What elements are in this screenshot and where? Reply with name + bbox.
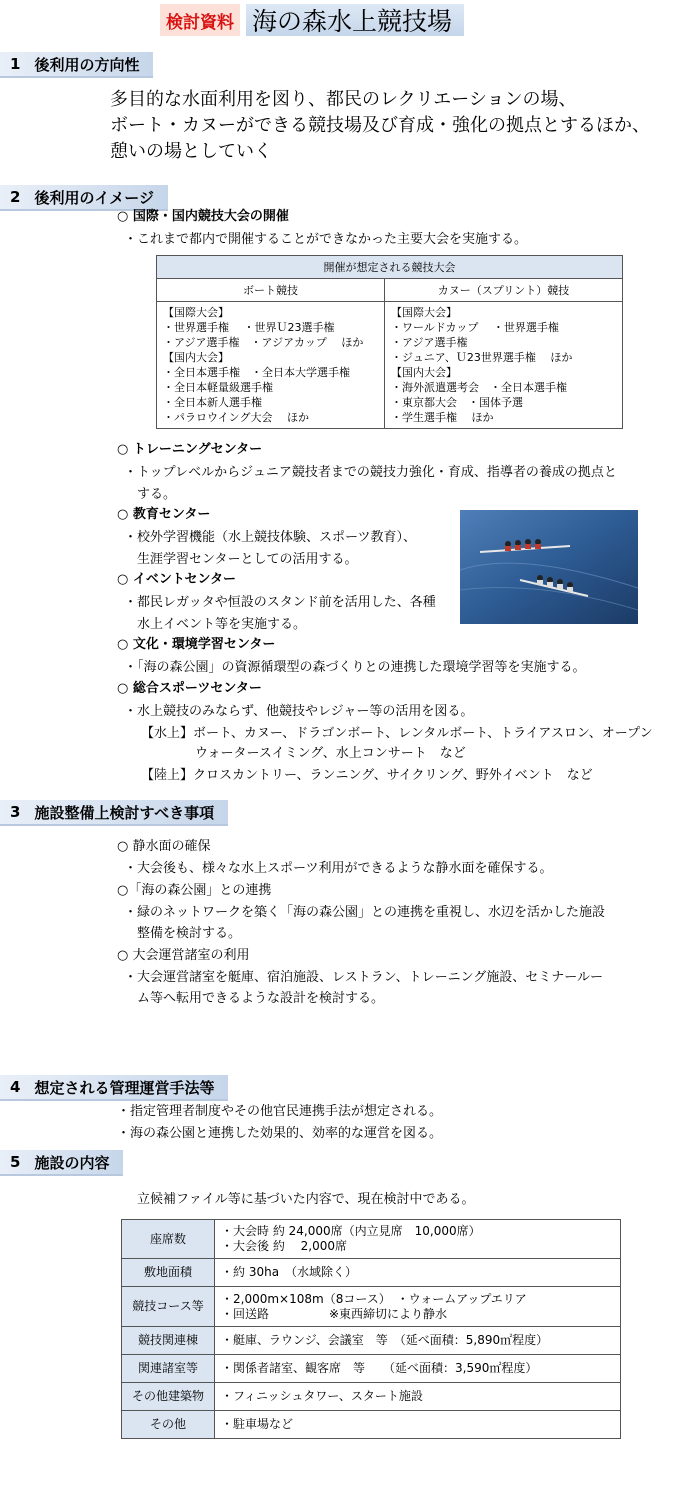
item-heading: ○「海の森公園」との連携 [117, 883, 272, 898]
row-label: その他建築物 [122, 1383, 215, 1411]
item-text: 整備を検討する。 [137, 926, 242, 941]
item-text: ・大会運営諸室を艇庫、宿泊施設、レストラン、トレーニング施設、セミナールー [124, 970, 604, 985]
row-value: ・駐車場など [215, 1411, 621, 1439]
row-label: 競技関連棟 [122, 1327, 215, 1355]
item-text: ム等へ転用できるような設計を検討する。 [137, 991, 385, 1006]
section-4-heading: 4 想定される管理運営手法等 [0, 1075, 228, 1101]
item-text: ・「海の森公園」の資源循環型の森づくりとの連携した環境学習等を実施する。 [124, 660, 586, 675]
direction-line-1: 多目的な水面利用を図り、都民のレクリエーションの場、 [110, 89, 577, 110]
row-label: 関連諸室等 [122, 1355, 215, 1383]
table-header: 開催が想定される競技大会 [157, 256, 623, 279]
table-row [122, 1355, 621, 1383]
page-header [160, 4, 464, 36]
document-badge: 検討資料 [160, 4, 240, 36]
item-text: ・指定管理者制度やその他官民連携手法が想定される。 [117, 1104, 443, 1119]
row-value: ・フィニッシュタワー、スタート施設 [215, 1383, 621, 1411]
table-row [122, 1287, 621, 1327]
rowing-events: 【国際大会】 ・世界選手権 ・世界Ｕ23選手権 ・アジア選手権 ・アジアカップ ほか 【国内大会】 ・全日本選手権 ・全日本大学選手権 ・全日本軽量級選手権 ・全日本新人選手権 ・パラロウイング大会 ほか [157, 302, 385, 429]
direction-line-2: ボート・カヌーができる競技場及び育成・強化の拠点とするほか、 [110, 115, 650, 136]
section-2-heading: 2 後利用のイメージ [0, 185, 168, 211]
item-text: ・都民レガッタや恒設のスタンド前を活用した、各種 [124, 595, 436, 610]
page-title: 海の森水上競技場 [246, 4, 464, 36]
item-event-center: ○ イベントセンター [117, 572, 236, 587]
table-row [122, 1327, 621, 1355]
item-text: ・海の森公園と連携した効果的、効率的な運営を図る。 [117, 1126, 443, 1141]
item-culture-environment-center: ○ 文化・環境学習センター [117, 637, 276, 652]
row-label: 競技コース等 [122, 1287, 215, 1327]
item-heading: ○ 静水面の確保 [117, 839, 211, 854]
item-international-competition: ○ 国際・国内競技大会の開催 [117, 209, 289, 224]
item-text: ・水上競技のみならず、他競技やレジャー等の活用を図る。 [124, 704, 474, 719]
row-label: 敷地面積 [122, 1259, 215, 1287]
item-text: ・大会後も、様々な水上スポーツ利用ができるような静水面を確保する。 [124, 861, 553, 876]
item-text: 生涯学習センターとしての活用する。 [137, 552, 358, 567]
section-1-heading: 1 後利用の方向性 [0, 52, 153, 78]
canoe-events: 【国際大会】 ・ワールドカップ ・世界選手権 ・アジア選手権 ・ジュニア、Ｕ23世界選手権 ほか 【国内大会】 ・海外派遣選考会 ・全日本選手権 ・東京都大会 ・国体予選 ・学生選手権 ほか [385, 302, 623, 429]
table-row [122, 1259, 621, 1287]
section-3-heading: 3 施設整備上検討すべき事項 [0, 800, 228, 826]
item-text: 水上イベント等を実施する。 [137, 617, 307, 632]
item-water-activities-cont: ウォータースイミング、水上コンサート など [195, 746, 466, 761]
direction-line-3: 憩いの場としていく [110, 141, 272, 162]
table-row [122, 1383, 621, 1411]
row-value: ・関係者諸室、観客席 等 （延べ面積：3,590㎡程度） [215, 1355, 621, 1383]
rowing-photo [460, 510, 638, 624]
item-text: ・校外学習機能（水上競技体験、スポーツ教育）、 [124, 530, 416, 545]
row-value: ・艇庫、ラウンジ、会議室 等 （延べ面積：5,890㎡程度） [215, 1327, 621, 1355]
item-text: ・トップレベルからジュニア競技者までの競技力強化・育成、指導者の養成の拠点と [124, 465, 617, 480]
row-value: ・大会時 約 24,000席（内立見席 10,000席） ・大会後 約 2,000席 [215, 1220, 621, 1259]
row-label: その他 [122, 1411, 215, 1439]
item-water-activities: 【水上】ボート、カヌー、ドラゴンボート、レンタルボート、トライアスロン、オープン [141, 726, 653, 741]
item-land-activities: 【陸上】クロスカントリー、ランニング、サイクリング、野外イベント など [141, 768, 593, 783]
table-row [122, 1411, 621, 1439]
facility-table [121, 1219, 621, 1439]
item-text: ・これまで都内で開催することができなかった主要大会を実施する。 [124, 232, 528, 247]
facility-intro: 立候補ファイル等に基づいた内容で、現在検討中である。 [137, 1192, 475, 1207]
row-label: 座席数 [122, 1220, 215, 1259]
item-training-center: ○ トレーニングセンター [117, 442, 263, 457]
item-general-sports-center: ○ 総合スポーツセンター [117, 681, 262, 696]
item-text: する。 [137, 487, 177, 502]
item-education-center: ○ 教育センター [117, 507, 211, 522]
item-heading: ○ 大会運営諸室の利用 [117, 948, 250, 963]
item-text: ・緑のネットワークを築く「海の森公園」との連携を重視し、水辺を活かした施設 [124, 905, 606, 920]
section-5-heading: 5 施設の内容 [0, 1150, 123, 1176]
column-header-rowing: ボート競技 [157, 279, 385, 302]
table-row [122, 1220, 621, 1259]
competition-table [156, 255, 623, 429]
column-header-canoe: カヌー（スプリント）競技 [385, 279, 623, 302]
row-value: ・2,000m×108m（8コース） ・ウォームアップエリア ・回送路 ※東西締切により静水 [215, 1287, 621, 1327]
row-value: ・約 30ha （水域除く） [215, 1259, 621, 1287]
